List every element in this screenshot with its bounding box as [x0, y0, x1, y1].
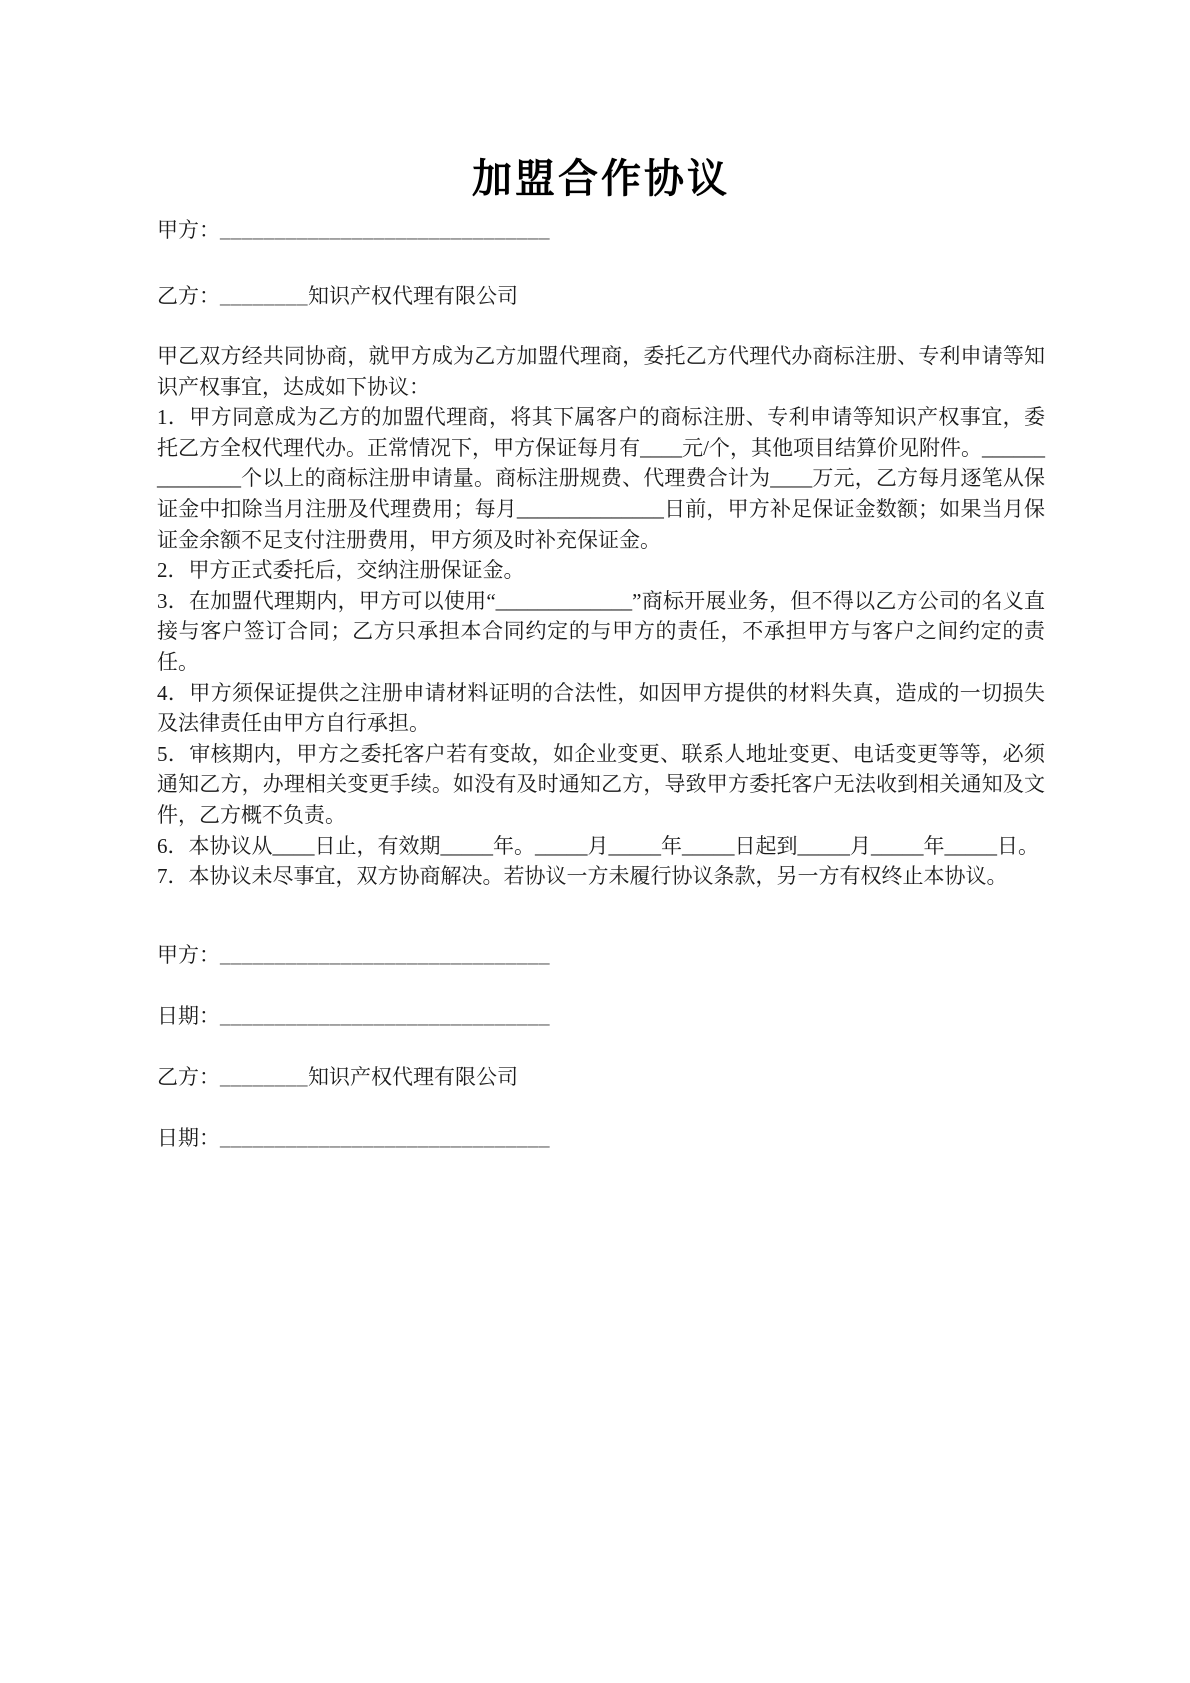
signature-date-b-line: [157, 1123, 1045, 1154]
party-b-label: 乙方：: [157, 284, 220, 308]
signature-party-b-line: [157, 1062, 1045, 1093]
party-b-blank-line: ________: [220, 284, 308, 308]
party-a-blank-line: ______________________________: [220, 218, 550, 242]
signature-party-b-label: 乙方：: [157, 1064, 220, 1089]
signature-party-a-label: 甲方：: [157, 942, 220, 967]
header-party-b-line: [157, 281, 1045, 312]
signature-date-a-blank: ______________________________: [220, 1003, 550, 1028]
signature-party-b-blank: ________: [220, 1064, 308, 1089]
party-a-label: 甲方：: [157, 218, 220, 242]
clause-7: 7．本协议未尽事宜，双方协商解决。若协议一方未履行协议条款，另一方有权终止本协议。: [157, 864, 1008, 889]
clause-2: 2．甲方正式委托后，交纳注册保证金。: [157, 558, 525, 583]
signature-date-a-line: [157, 1001, 1045, 1032]
agreement-body: [157, 341, 1045, 892]
clause-4: 4．甲方须保证提供之注册申请材料证明的合法性，如因甲方提供的材料失真，造成的一切损失及法律责任由甲方自行承担。: [157, 680, 1045, 736]
signature-date-a-label: 日期：: [157, 1003, 220, 1028]
clause-1: 1．甲方同意成为乙方的加盟代理商，将其下属客户的商标注册、专利申请等知识产权事宜，委托乙方全权代理代办。正常情况下，甲方保证每月有____元/个，其他项目结算价见附件。______________个以上的商标注册申请量。商标注册规费、代理费合计为____万元，乙方每月逐笔从保证金中扣除当月注册及代理费用；每月______________日前，甲方补足保证金数额；如果当月保证金余额不足支付注册费用，甲方须及时补充保证金。: [157, 405, 1045, 552]
signature-party-a-line: [157, 940, 1045, 971]
clause-3: 3．在加盟代理期内，甲方可以使用“_____________”商标开展业务，但不得以乙方公司的名义直接与客户签订合同；乙方只承担本合同约定的与甲方的责任，不承担甲方与客户之间约定的责任。: [157, 588, 1045, 674]
intro-paragraph: 甲乙双方经共同协商，就甲方成为乙方加盟代理商，委托乙方代理代办商标注册、专利申请等知识产权事宜，达成如下协议：: [157, 344, 1045, 399]
signature-block: [157, 940, 1045, 1154]
signature-date-b-label: 日期：: [157, 1125, 220, 1150]
clause-5: 5．审核期内，甲方之委托客户若有变故，如企业变更、联系人地址变更、电话变更等等，必须通知乙方，办理相关变更手续。如没有及时通知乙方，导致甲方委托客户无法收到相关通知及文件，乙方概不负责。: [157, 741, 1045, 827]
document-title: 加盟合作协议: [472, 156, 730, 201]
party-b-company-name: 知识产权代理有限公司: [308, 284, 518, 308]
clause-6: 6．本协议从____日止，有效期_____年。_____月_____年_____日起到_____月_____年_____日。: [157, 833, 1039, 858]
signature-date-b-blank: ______________________________: [220, 1125, 550, 1150]
signature-party-b-company: 知识产权代理有限公司: [308, 1064, 518, 1089]
document-content: [157, 0, 1045, 1154]
signature-party-a-blank: ______________________________: [220, 942, 550, 967]
header-party-a-line: [157, 215, 1045, 246]
